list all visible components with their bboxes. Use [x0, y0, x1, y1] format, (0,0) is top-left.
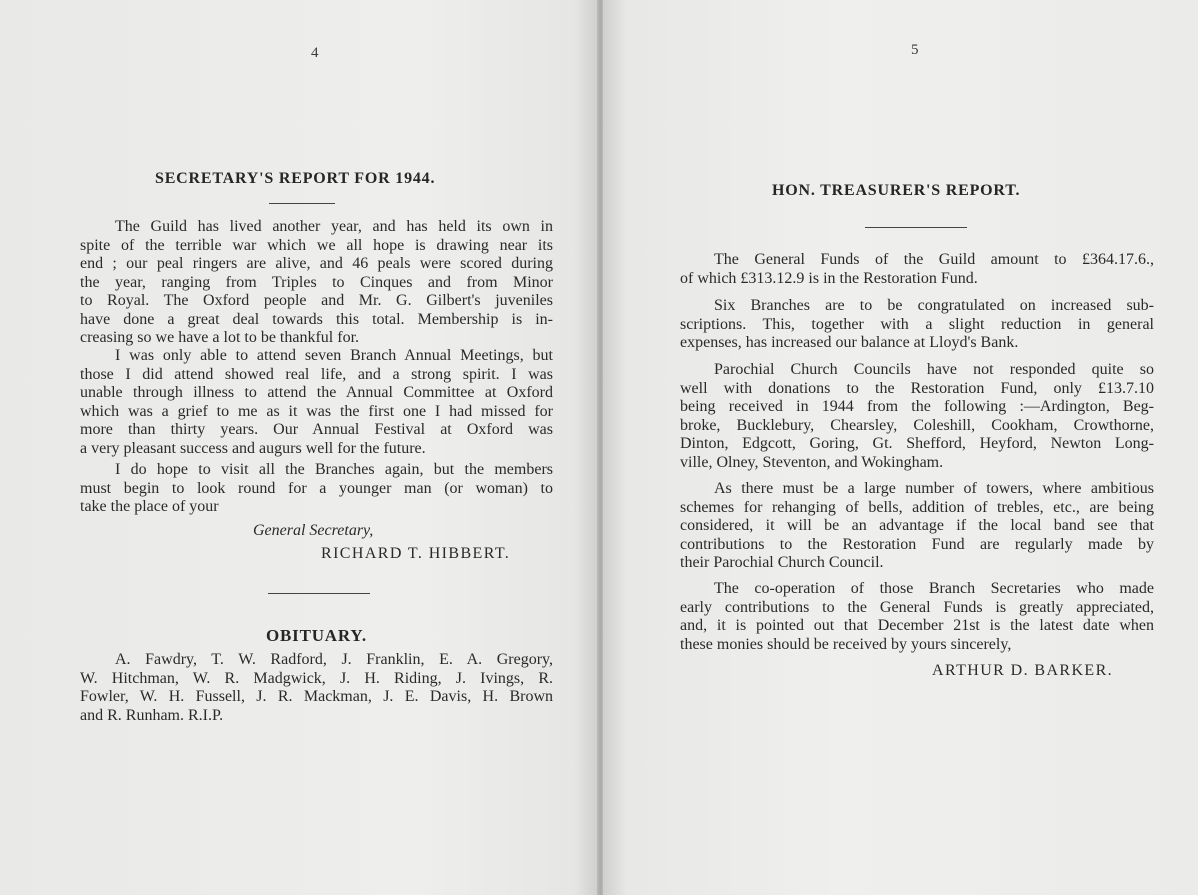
- secretary-paragraph-1: [80, 218, 553, 348]
- text-line: more than thirty years. Our Annual Festival at Oxford was: [80, 421, 553, 438]
- text-line: The Guild has lived another year, and has held its own in: [115, 218, 553, 235]
- text-line: a very pleasant success and augurs well for the future.: [80, 439, 426, 457]
- secretary-paragraph-2: [80, 347, 553, 458]
- treasurer-paragraph-3: [680, 361, 1154, 472]
- text-line: creasing so we have a lot to be thankful for.: [80, 329, 360, 346]
- treasurer-paragraph-5: [680, 580, 1154, 654]
- text-line: A. Fawdry, T. W. Radford, J. Franklin, E. A. Gregory,: [115, 651, 553, 668]
- page-number: 5: [911, 42, 919, 58]
- text-line: the year, ranging from Triples to Cinques and from Minor: [80, 273, 553, 291]
- treasurer-paragraph-1: [680, 251, 1154, 288]
- page-number: 4: [311, 45, 319, 61]
- text-line: The General Funds of the Guild amount to £364.17.6.,: [714, 251, 1154, 268]
- section-title-treasurer-report: HON. TREASURER'S REPORT.: [772, 182, 1021, 199]
- obituary-names: [80, 651, 553, 725]
- signature-name: ARTHUR D. BARKER.: [932, 662, 1114, 679]
- text-line: these monies should be received by yours sincerely,: [680, 635, 1012, 653]
- signature-name: RICHARD T. HIBBERT.: [321, 545, 511, 562]
- text-line: Parochial Church Councils have not responded quite so: [714, 361, 1154, 378]
- section-divider: [268, 593, 370, 594]
- left-page: [0, 0, 598, 895]
- section-divider: [865, 227, 967, 228]
- text-line: The co-operation of those Branch Secretaries who made: [714, 580, 1154, 597]
- text-line: W. Hitchman, W. R. Madgwick, J. H. Riding, J. Ivings, R.: [80, 669, 553, 687]
- secretary-paragraph-3: [80, 461, 553, 517]
- signature-role: General Secretary,: [253, 522, 374, 539]
- text-line: which was a grief to me as it was the first one I had missed for: [80, 402, 553, 420]
- text-line: I do hope to visit all the Branches again, but the members: [115, 461, 553, 478]
- text-line: end ; our peal ringers are alive, and 46 peals were scored during: [80, 255, 553, 272]
- treasurer-paragraph-4: [680, 480, 1154, 573]
- text-line: contributions to the Restoration Fund are regularly made by: [680, 535, 1154, 553]
- text-line: and, it is pointed out that December 21st is the latest date when: [680, 617, 1154, 634]
- text-line: ville, Olney, Steventon, and Wokingham.: [680, 453, 944, 471]
- text-line: considered, it will be an advantage if the local band see that: [680, 517, 1154, 534]
- text-line: have done a great deal towards this total. Membership is in-: [80, 310, 553, 328]
- text-line: to Royal. The Oxford people and Mr. G. Gilbert's juveniles: [80, 292, 553, 309]
- text-line: take the place of your: [80, 498, 219, 515]
- text-line: schemes for rehanging of bells, addition of trebles, etc., are being: [680, 498, 1154, 516]
- text-line: spite of the terrible war which we all hope is drawing near its: [80, 236, 553, 254]
- text-line: I was only able to attend seven Branch Annual Meetings, but: [115, 347, 553, 364]
- text-line: must begin to look round for a younger man (or woman) to: [80, 479, 553, 497]
- text-line: early contributions to the General Funds is greatly appreciated,: [680, 598, 1154, 616]
- text-line: expenses, has increased our balance at Lloyd's Bank.: [680, 334, 1019, 351]
- section-title-secretary-report: SECRETARY'S REPORT FOR 1944.: [155, 170, 436, 187]
- text-line: of which £313.12.9 is in the Restoration Fund.: [680, 269, 978, 287]
- text-line: scriptions. This, together with a slight reduction in general: [680, 315, 1154, 333]
- text-line: As there must be a large number of towers, where ambitious: [714, 480, 1154, 497]
- text-line: Six Branches are to be congratulated on increased sub-: [714, 297, 1154, 314]
- text-line: those I did attend showed real life, and a strong spirit. I was: [80, 365, 553, 383]
- text-line: broke, Bucklebury, Chearsley, Coleshill, Cookham, Crowthorne,: [680, 416, 1154, 434]
- text-line: and R. Runham. R.I.P.: [80, 706, 224, 724]
- section-divider: [269, 203, 335, 204]
- treasurer-paragraph-2: [680, 297, 1154, 353]
- section-title-obituary: OBITUARY.: [266, 626, 367, 645]
- text-line: unable through illness to attend the Annual Committee at Oxford: [80, 384, 553, 401]
- text-line: their Parochial Church Council.: [680, 554, 884, 571]
- text-line: Fowler, W. H. Fussell, J. R. Mackman, J. E. Davis, H. Brown: [80, 688, 553, 705]
- text-line: Dinton, Edgcott, Goring, Gt. Shefford, Heyford, Newton Long-: [680, 435, 1154, 452]
- text-line: being received in 1944 from the following :—Ardington, Beg-: [680, 398, 1154, 415]
- text-line: well with donations to the Restoration Fund, only £13.7.10: [680, 379, 1154, 397]
- right-page: [603, 0, 1198, 895]
